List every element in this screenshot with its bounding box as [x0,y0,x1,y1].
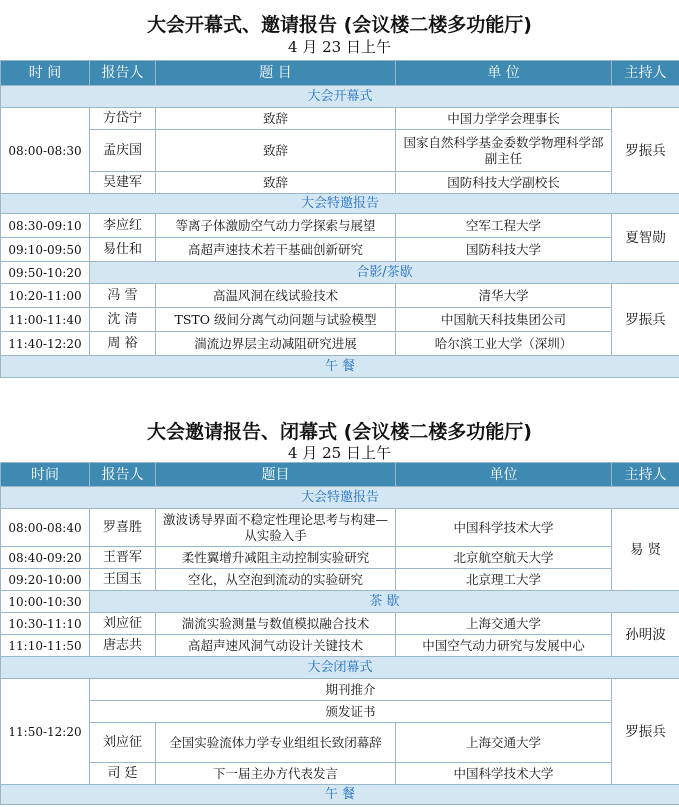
day1-title: 大会开幕式、邀请报告 (会议楼二楼多功能厅) [147,14,532,36]
time-cell: 11:40-12:20 [1,332,90,356]
table-row [1,679,679,701]
topic-cell: 高超声速风洞气动设计关键技术 [156,635,396,657]
speaker-cell: 周 裕 [90,332,156,356]
host-cell: 罗振兵 [612,108,679,194]
topic-cell: 颁发证书 [90,701,612,723]
header-unit: 单位 [396,463,612,487]
section-special: 大会特邀报告 [1,194,679,214]
section-row [1,356,679,378]
topic-cell: 高超声速技术若干基础创新研究 [156,238,396,262]
speaker-cell: 罗喜胜 [90,509,156,547]
topic-cell: 激波诱导界面不稳定性理论思考与构建—从实验入手 [156,509,396,547]
speaker-cell: 唐志共 [90,635,156,657]
day2-date: 4 月 25 日上午 [288,444,391,462]
time-cell: 08:40-09:20 [1,547,90,569]
speaker-cell: 刘应征 [90,723,156,763]
speaker-cell: 李应红 [90,214,156,238]
unit-cell: 上海交通大学 [396,613,612,635]
section-row [1,657,679,679]
header-host: 主持人 [612,463,679,487]
table-row [1,214,679,238]
header-time: 时间 [1,463,90,487]
table-header-row [1,463,679,487]
unit-cell: 国防科技大学副校长 [396,172,612,194]
speaker-cell: 易仕和 [90,238,156,262]
time-cell: 09:20-10:00 [1,569,90,591]
unit-cell: 中国力学学会理事长 [396,108,612,130]
table-row [1,763,679,785]
speaker-cell: 司 廷 [90,763,156,785]
unit-cell: 北京航空航天大学 [396,547,612,569]
topic-cell: 柔性翼增升减阻主动控制实验研究 [156,547,396,569]
topic-cell: 全国实验流体力学专业组组长致闭幕辞 [156,723,396,763]
header-time: 时 间 [1,61,90,86]
table-row [1,635,679,657]
table-row [1,509,679,547]
speaker-cell: 吴建军 [90,172,156,194]
topic-cell: 下一届主办方代表发言 [156,763,396,785]
topic-cell: 致辞 [156,108,396,130]
time-cell: 08:00-08:30 [1,108,90,194]
topic-cell: TSTO 级间分离气动问题与试验模型 [156,308,396,332]
section-row [1,487,679,509]
speaker-cell: 王国玉 [90,569,156,591]
header-unit: 单 位 [396,61,612,86]
time-cell: 11:00-11:40 [1,308,90,332]
time-cell: 09:10-09:50 [1,238,90,262]
section-row [1,591,679,613]
day1-date: 4 月 23 日上午 [288,38,391,56]
unit-cell: 哈尔滨工业大学（深圳） [396,332,612,356]
unit-cell: 上海交通大学 [396,723,612,763]
section-invited: 大会特邀报告 [1,487,679,509]
day1-schedule-table [0,60,679,378]
unit-cell: 国家自然科学基金委数学物理科学部副主任 [396,130,612,172]
unit-cell: 中国科学技术大学 [396,763,612,785]
table-header-row [1,61,679,86]
unit-cell: 国防科技大学 [396,238,612,262]
topic-cell: 期刊推介 [90,679,612,701]
header-topic: 题目 [156,463,396,487]
time-cell: 08:00-08:40 [1,509,90,547]
topic-cell: 等离子体激励空气动力学探索与展望 [156,214,396,238]
topic-cell: 致辞 [156,130,396,172]
table-row [1,308,679,332]
table-row [1,613,679,635]
host-cell: 孙明波 [612,613,679,657]
table-row [1,332,679,356]
speaker-cell: 刘应征 [90,613,156,635]
speaker-cell: 王晋军 [90,547,156,569]
table-row [1,238,679,262]
section-row [1,785,679,805]
unit-cell: 中国空气动力研究与发展中心 [396,635,612,657]
unit-cell: 中国航天科技集团公司 [396,308,612,332]
header-host: 主持人 [612,61,679,86]
topic-cell: 湍流边界层主动减阻研究进展 [156,332,396,356]
section-row [1,194,679,214]
section-break: 合影/茶歇 [90,262,679,284]
speaker-cell: 冯 雪 [90,284,156,308]
speaker-cell: 孟庆国 [90,130,156,172]
unit-cell: 北京理工大学 [396,569,612,591]
topic-cell: 致辞 [156,172,396,194]
table-row [1,701,679,723]
header-speaker: 报告人 [90,463,156,487]
time-cell: 09:50-10:20 [1,262,90,284]
section-lunch: 午 餐 [1,356,679,378]
table-row [1,172,679,194]
table-row [1,547,679,569]
speaker-cell: 方岱宁 [90,108,156,130]
time-cell: 10:00-10:30 [1,591,90,613]
unit-cell: 中国科学技术大学 [396,509,612,547]
table-row [1,569,679,591]
topic-cell: 湍流实验测量与数值模拟融合技术 [156,613,396,635]
table-row [1,130,679,172]
day2-title: 大会邀请报告、闭幕式 (会议楼二楼多功能厅) [147,421,532,443]
time-cell: 08:30-09:10 [1,214,90,238]
day2-schedule-table [0,462,679,805]
unit-cell: 空军工程大学 [396,214,612,238]
speaker-cell: 沈 清 [90,308,156,332]
host-cell: 罗振兵 [612,679,679,785]
section-row [1,262,679,284]
section-closing: 大会闭幕式 [1,657,679,679]
host-cell: 夏智勋 [612,214,679,262]
host-cell: 易 贤 [612,509,679,591]
host-cell: 罗振兵 [612,284,679,356]
table-row [1,723,679,763]
topic-cell: 空化，从空泡到流动的实验研究 [156,569,396,591]
section-break: 茶 歇 [90,591,679,613]
header-topic: 题 目 [156,61,396,86]
header-speaker: 报告人 [90,61,156,86]
section-opening: 大会开幕式 [1,86,679,108]
time-cell: 10:30-11:10 [1,613,90,635]
time-cell: 11:10-11:50 [1,635,90,657]
section-lunch: 午 餐 [1,785,679,805]
table-row [1,108,679,130]
time-cell: 10:20-11:00 [1,284,90,308]
topic-cell: 高温风洞在线试验技术 [156,284,396,308]
section-row [1,86,679,108]
time-cell: 11:50-12:20 [1,679,90,785]
table-row [1,284,679,308]
unit-cell: 清华大学 [396,284,612,308]
